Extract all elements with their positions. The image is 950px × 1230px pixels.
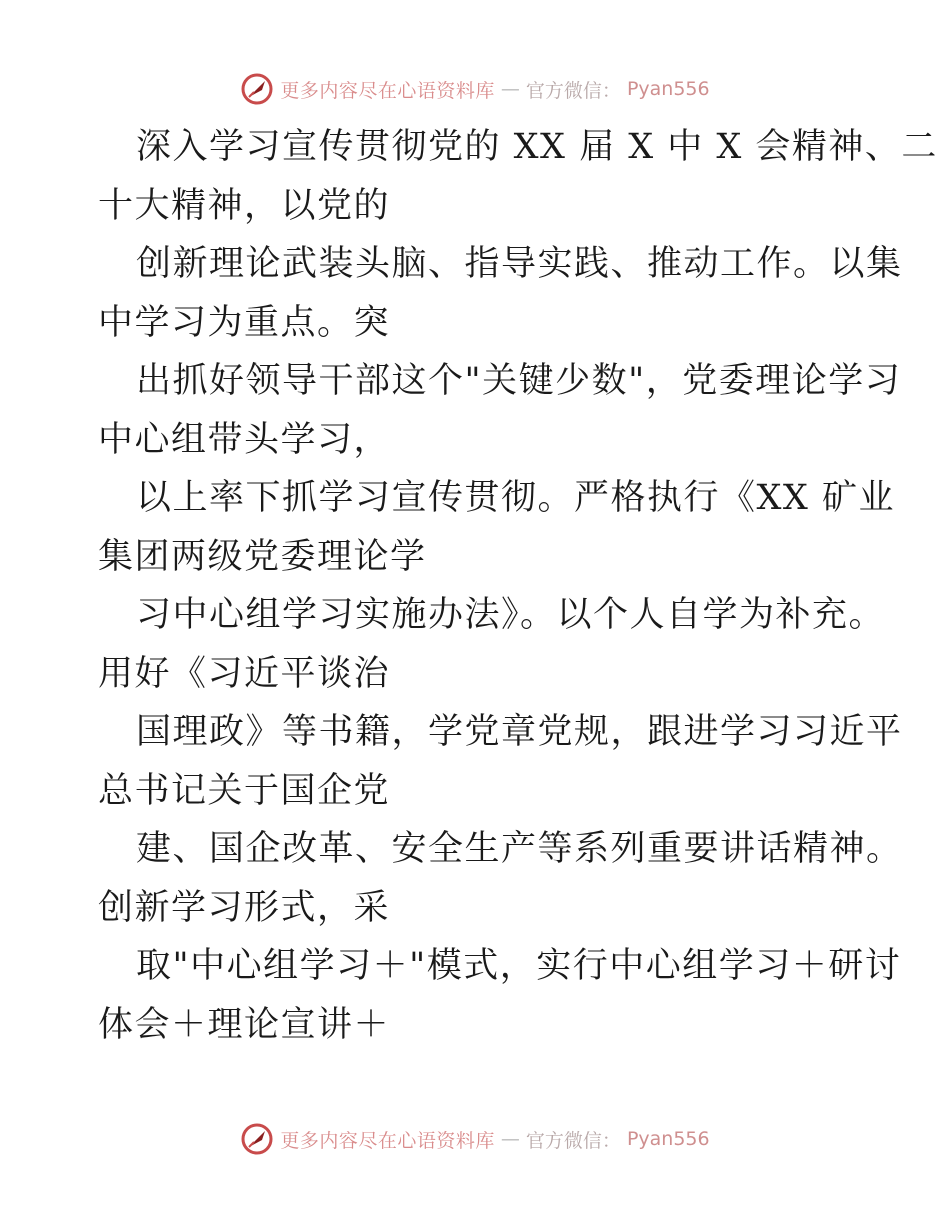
document-body	[98, 118, 938, 1054]
watermark-separator: —	[500, 78, 520, 100]
text-line: 习中心组学习实施办法》。以个人自学为补充。	[136, 595, 886, 635]
footer-watermark	[0, 1122, 950, 1156]
text-line: 建、国企改革、安全生产等系列重要讲话精神。	[136, 829, 903, 869]
text-line: 体会＋理论宣讲＋	[98, 1004, 391, 1045]
text-line: 取"中心组学习＋"模式，实行中心组学习＋研讨	[136, 946, 902, 986]
text-line: 出抓好领导干部这个"关键少数"，党委理论学习	[136, 361, 902, 401]
watermark-official-label: 官方微信：	[525, 79, 621, 102]
header-watermark	[0, 72, 950, 106]
text-line: 以上率下抓学习宣传贯彻。严格执行《XX 矿业	[136, 478, 895, 518]
quill-logo-icon	[240, 1122, 274, 1156]
text-line: 中心组带头学习，	[98, 419, 391, 460]
text-line: 创新理论武装头脑、指导实践、推动工作。以集	[136, 244, 903, 284]
text-line: 中学习为重点。突	[98, 302, 391, 343]
text-line: 深入学习宣传贯彻党的 XX 届 X 中 X 会精神、二	[136, 127, 938, 167]
watermark-brand: 更多内容尽在心语资料库	[280, 1129, 495, 1152]
quill-logo-icon	[240, 72, 274, 106]
text-line: 创新学习形式，采	[98, 887, 391, 928]
watermark-wechat-id: Pyan556	[626, 78, 710, 100]
text-line: 集团两级党委理论学	[98, 536, 427, 577]
watermark-brand: 更多内容尽在心语资料库	[280, 79, 495, 102]
text-line: 国理政》等书籍，学党章党规，跟进学习习近平	[136, 712, 903, 752]
text-line: 十大精神，以党的	[98, 185, 391, 226]
watermark-wechat-id: Pyan556	[626, 1128, 710, 1150]
watermark-official-label: 官方微信：	[525, 1129, 621, 1152]
text-line: 用好《习近平谈治	[98, 653, 391, 694]
watermark-separator: —	[500, 1128, 520, 1150]
text-line: 总书记关于国企党	[98, 770, 391, 811]
